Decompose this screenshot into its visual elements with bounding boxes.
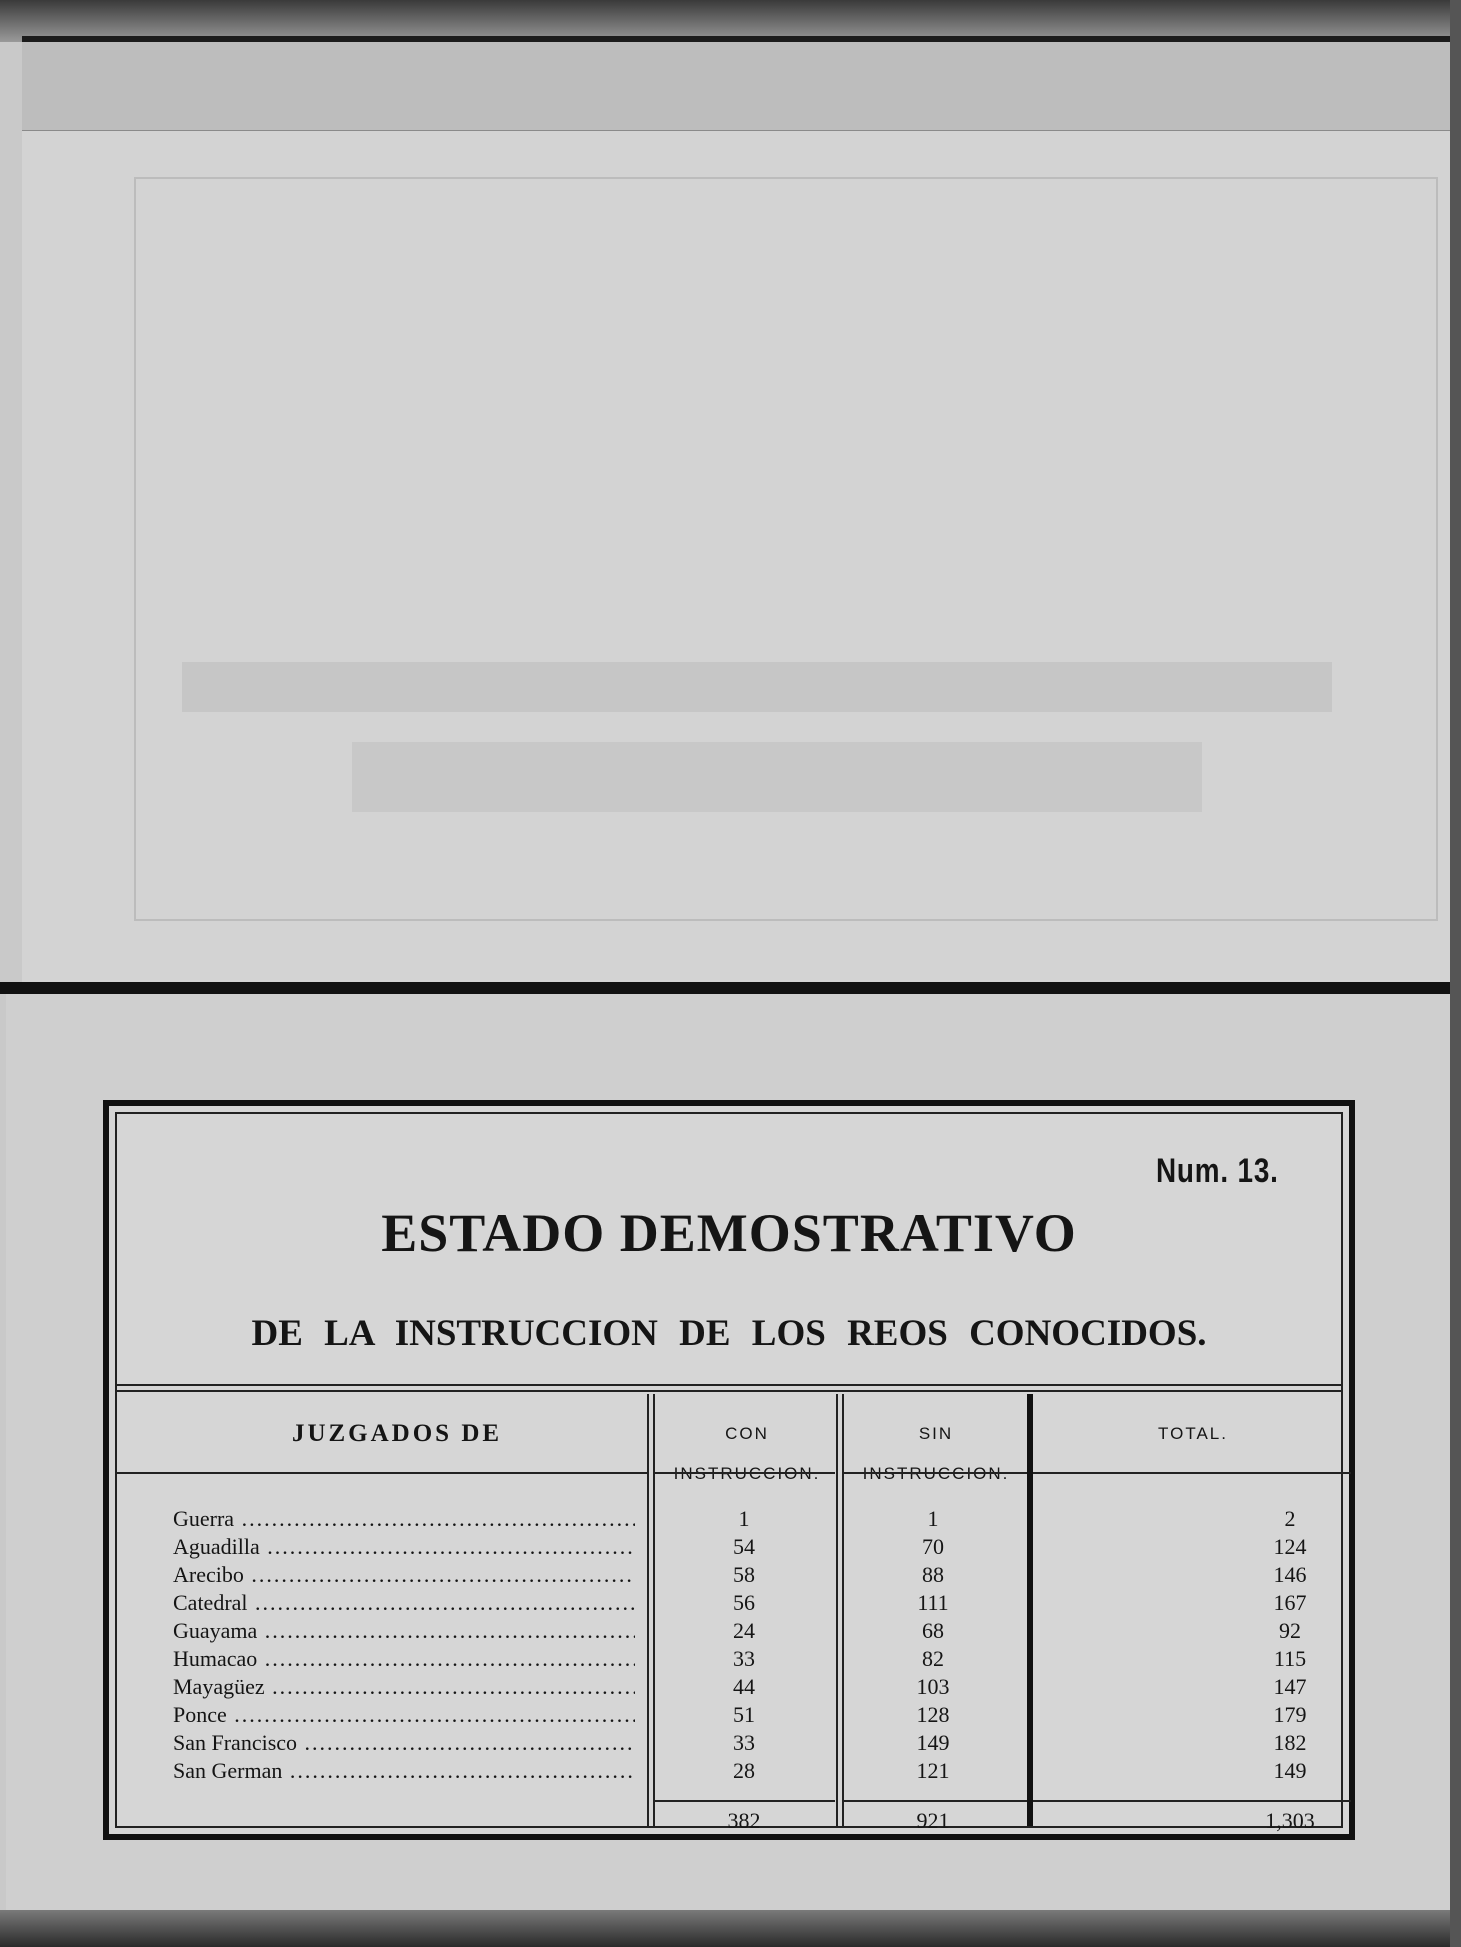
upper-blank-page (22, 36, 1452, 992)
document-title: ESTADO DEMOSTRATIVO (381, 1203, 1077, 1263)
row-sin: 70 (922, 1534, 944, 1559)
table-row (117, 1562, 1341, 1590)
row-total: 179 (1273, 1702, 1307, 1727)
row-sin: 82 (922, 1646, 944, 1671)
table-inner-border (115, 1112, 1343, 1833)
table-number: Num. 13. (1156, 1152, 1279, 1190)
row-con: 56 (733, 1590, 755, 1615)
row-total: 182 (1273, 1730, 1307, 1755)
header-underline (1033, 1472, 1351, 1474)
bleed-through-title-band (352, 742, 1202, 812)
row-con: 33 (733, 1730, 755, 1755)
bottom-scan-edge (0, 1910, 1461, 1947)
row-con: 28 (733, 1758, 755, 1783)
row-name: San Francisco ..... (173, 1730, 635, 1756)
header-sin-instruccion: SIN INSTRUCCION. (862, 1424, 1010, 1483)
header-con-instruccion: CON INSTRUCCION. (673, 1424, 821, 1483)
totals-rule (842, 1800, 1027, 1802)
row-name: Catedral ..... (173, 1590, 635, 1616)
row-name: Guayama ..... (173, 1618, 635, 1644)
row-name: Ponce ..... (173, 1702, 635, 1728)
row-name: San German ..... (173, 1758, 635, 1784)
row-sin: 149 (916, 1730, 950, 1755)
document-subtitle: DE LA INSTRUCCION DE LOS REOS CONOCIDOS. (251, 1313, 1207, 1354)
totals-rule (1033, 1800, 1351, 1802)
table-row (117, 1702, 1341, 1730)
right-scan-edge (1450, 0, 1461, 1947)
header-underline (117, 1472, 647, 1474)
row-sin: 128 (916, 1702, 950, 1727)
header-underline (653, 1472, 835, 1474)
row-sin: 121 (916, 1758, 950, 1783)
page-fold-divider (0, 982, 1461, 994)
bleed-through-text-band (182, 662, 1332, 712)
row-total: 147 (1273, 1674, 1307, 1699)
row-con: 33 (733, 1646, 755, 1671)
grand-total: 1,303 (1265, 1808, 1315, 1833)
table-row (117, 1590, 1341, 1618)
row-name: Aguadilla ..... (173, 1534, 635, 1560)
row-con: 51 (733, 1702, 755, 1727)
row-sin: 88 (922, 1562, 944, 1587)
row-total: 149 (1273, 1758, 1307, 1783)
header-double-rule (117, 1384, 1341, 1392)
header-underline (842, 1472, 1027, 1474)
row-con: 58 (733, 1562, 755, 1587)
row-total: 92 (1279, 1618, 1301, 1643)
table-row (117, 1646, 1341, 1674)
row-name: Humacao ..... (173, 1646, 635, 1672)
row-sin: 111 (917, 1590, 949, 1615)
table-row (117, 1730, 1341, 1758)
row-total: 115 (1273, 1646, 1307, 1671)
row-name: Arecibo ..... (173, 1562, 635, 1588)
row-con: 24 (733, 1618, 755, 1643)
row-con: 54 (733, 1534, 755, 1559)
table-row (117, 1534, 1341, 1562)
row-sin: 1 (927, 1506, 939, 1531)
total-sin-instruccion: 921 (916, 1808, 950, 1833)
total-con-instruccion: 382 (727, 1808, 761, 1833)
row-sin: 103 (916, 1674, 950, 1699)
table-row (117, 1506, 1341, 1534)
table-row (117, 1674, 1341, 1702)
header-juzgados: JUZGADOS DE (291, 1420, 503, 1447)
row-con: 44 (733, 1674, 755, 1699)
row-total: 146 (1273, 1562, 1307, 1587)
totals-rule (653, 1800, 835, 1802)
table-row (117, 1618, 1341, 1646)
row-name: Guerra ..... (173, 1506, 635, 1532)
row-total: 124 (1273, 1534, 1307, 1559)
row-name: Mayagüez ..... (173, 1674, 635, 1700)
row-total: 2 (1284, 1506, 1296, 1531)
upper-page-strip (22, 42, 1452, 131)
row-sin: 68 (922, 1618, 944, 1643)
row-con: 1 (738, 1506, 750, 1531)
statistics-table-panel (103, 1100, 1355, 1840)
table-row (117, 1758, 1341, 1786)
row-total: 167 (1273, 1590, 1307, 1615)
header-total: TOTAL. (1158, 1424, 1228, 1443)
